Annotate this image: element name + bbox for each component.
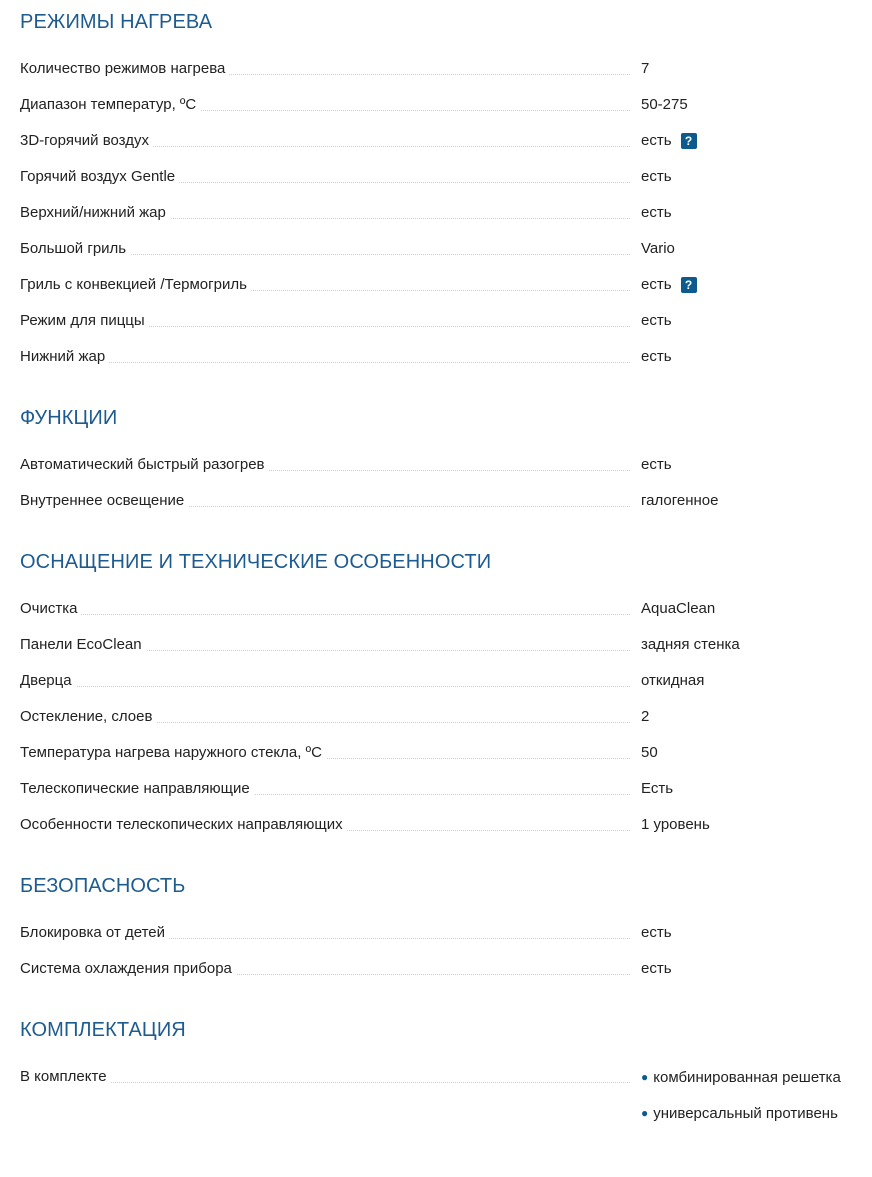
spec-value-text: 7 bbox=[641, 60, 650, 77]
list-item-text: комбинированная решетка bbox=[653, 1069, 841, 1086]
spec-row bbox=[20, 275, 852, 311]
spec-label: Режим для пиццы bbox=[20, 311, 149, 331]
spec-value-text: AquaClean bbox=[641, 600, 716, 617]
spec-value bbox=[641, 59, 649, 79]
spec-value bbox=[641, 599, 715, 619]
spec-value bbox=[641, 815, 710, 835]
spec-value-text: 1 уровень bbox=[641, 816, 710, 833]
spec-row bbox=[20, 311, 852, 347]
section-title: РЕЖИМЫ НАГРЕВА bbox=[20, 11, 213, 33]
spec-rows bbox=[20, 923, 852, 995]
spec-value-text: задняя стенка bbox=[641, 636, 740, 653]
help-icon[interactable]: ? bbox=[681, 133, 697, 149]
spec-value-text: есть bbox=[641, 132, 672, 149]
spec-row bbox=[20, 455, 852, 491]
list-item-text: универсальный противень bbox=[653, 1105, 838, 1122]
spec-label: Внутреннее освещение bbox=[20, 491, 188, 511]
spec-value bbox=[641, 95, 688, 115]
spec-row bbox=[20, 671, 852, 707]
spec-row bbox=[20, 239, 852, 275]
spec-value bbox=[641, 635, 740, 655]
spec-value-text: есть bbox=[641, 960, 672, 977]
spec-label: В комплекте bbox=[20, 1067, 111, 1087]
spec-value-text: 50-275 bbox=[641, 96, 688, 113]
spec-value bbox=[641, 779, 673, 799]
spec-value bbox=[641, 167, 672, 187]
help-icon[interactable]: ? bbox=[681, 277, 697, 293]
dotted-leader bbox=[20, 1082, 630, 1083]
spec-value-text: есть bbox=[641, 204, 672, 221]
section-title: ОСНАЩЕНИЕ И ТЕХНИЧЕСКИЕ ОСОБЕННОСТИ bbox=[20, 551, 492, 573]
spec-row bbox=[20, 1067, 852, 1139]
spec-label: Горячий воздух Gentle bbox=[20, 167, 179, 187]
spec-value bbox=[641, 347, 672, 367]
spec-row bbox=[20, 491, 852, 527]
spec-value bbox=[641, 203, 672, 223]
spec-value bbox=[641, 923, 672, 943]
dotted-leader bbox=[20, 686, 630, 687]
spec-label: Нижний жар bbox=[20, 347, 109, 367]
spec-value bbox=[641, 491, 718, 511]
spec-value-text: галогенное bbox=[641, 492, 719, 509]
spec-value-text: есть bbox=[641, 276, 672, 293]
dotted-leader bbox=[20, 614, 630, 615]
spec-row bbox=[20, 95, 852, 131]
spec-label: Гриль с конвекцией /Термогриль bbox=[20, 275, 251, 295]
section-title: БЕЗОПАСНОСТЬ bbox=[20, 875, 186, 897]
spec-value-text: откидная bbox=[641, 672, 705, 689]
spec-label: Диапазон температур, ºС bbox=[20, 95, 200, 115]
spec-row bbox=[20, 635, 852, 671]
package-list bbox=[641, 1067, 852, 1139]
spec-rows bbox=[20, 455, 852, 527]
spec-row bbox=[20, 959, 852, 995]
spec-label: Панели EcoClean bbox=[20, 635, 146, 655]
spec-label: Дверца bbox=[20, 671, 76, 691]
spec-rows bbox=[20, 59, 852, 383]
spec-row bbox=[20, 815, 852, 851]
spec-row bbox=[20, 779, 852, 815]
spec-row bbox=[20, 707, 852, 743]
spec-value-text: 50 bbox=[641, 744, 658, 761]
spec-rows bbox=[20, 599, 852, 851]
spec-label: Автоматический быстрый разогрев bbox=[20, 455, 269, 475]
section-equipment bbox=[20, 527, 852, 851]
spec-value bbox=[641, 671, 704, 691]
section-title: ФУНКЦИИ bbox=[20, 407, 118, 429]
section-safety bbox=[20, 851, 852, 995]
spec-value-text: есть bbox=[641, 348, 672, 365]
spec-label: Телескопические направляющие bbox=[20, 779, 254, 799]
spec-value-text: Vario bbox=[641, 240, 675, 257]
section-functions bbox=[20, 383, 852, 527]
spec-row bbox=[20, 599, 852, 635]
spec-label: Остекление, слоев bbox=[20, 707, 156, 727]
spec-label: Количество режимов нагрева bbox=[20, 59, 229, 79]
spec-label: Особенности телескопических направляющих bbox=[20, 815, 347, 835]
spec-label: 3D-горячий воздух bbox=[20, 131, 153, 151]
section-heating-modes bbox=[20, 0, 852, 383]
bullet-icon: ● bbox=[641, 1106, 649, 1120]
spec-value bbox=[641, 455, 672, 475]
spec-value-text: есть bbox=[641, 924, 672, 941]
section-title: КОМПЛЕКТАЦИЯ bbox=[20, 1019, 186, 1041]
spec-label: Система охлаждения прибора bbox=[20, 959, 236, 979]
spec-value bbox=[641, 959, 672, 979]
spec-value bbox=[641, 707, 649, 727]
spec-label: Верхний/нижний жар bbox=[20, 203, 170, 223]
list-item bbox=[641, 1067, 852, 1103]
spec-row bbox=[20, 131, 852, 167]
spec-row bbox=[20, 167, 852, 203]
spec-row bbox=[20, 59, 852, 95]
spec-value bbox=[641, 131, 697, 151]
spec-value-text: 2 bbox=[641, 708, 650, 725]
section-package bbox=[20, 995, 852, 1139]
spec-value-text: есть bbox=[641, 168, 672, 185]
spec-value bbox=[641, 239, 675, 259]
spec-value-list-wrap bbox=[641, 1067, 852, 1139]
spec-row bbox=[20, 743, 852, 779]
spec-row bbox=[20, 347, 852, 383]
spec-label: Очистка bbox=[20, 599, 81, 619]
spec-value bbox=[641, 311, 672, 331]
spec-value-text: Есть bbox=[641, 780, 674, 797]
spec-value-text: есть bbox=[641, 312, 672, 329]
list-item bbox=[641, 1103, 852, 1139]
spec-value bbox=[641, 743, 658, 763]
spec-value bbox=[641, 275, 697, 295]
spec-rows bbox=[20, 1067, 852, 1139]
spec-label: Температура нагрева наружного стекла, ºС bbox=[20, 743, 326, 763]
spec-value-text: есть bbox=[641, 456, 672, 473]
bullet-icon: ● bbox=[641, 1070, 649, 1084]
spec-label: Блокировка от детей bbox=[20, 923, 169, 943]
dotted-leader bbox=[20, 362, 630, 363]
spec-row bbox=[20, 203, 852, 239]
spec-row bbox=[20, 923, 852, 959]
spec-label: Большой гриль bbox=[20, 239, 130, 259]
